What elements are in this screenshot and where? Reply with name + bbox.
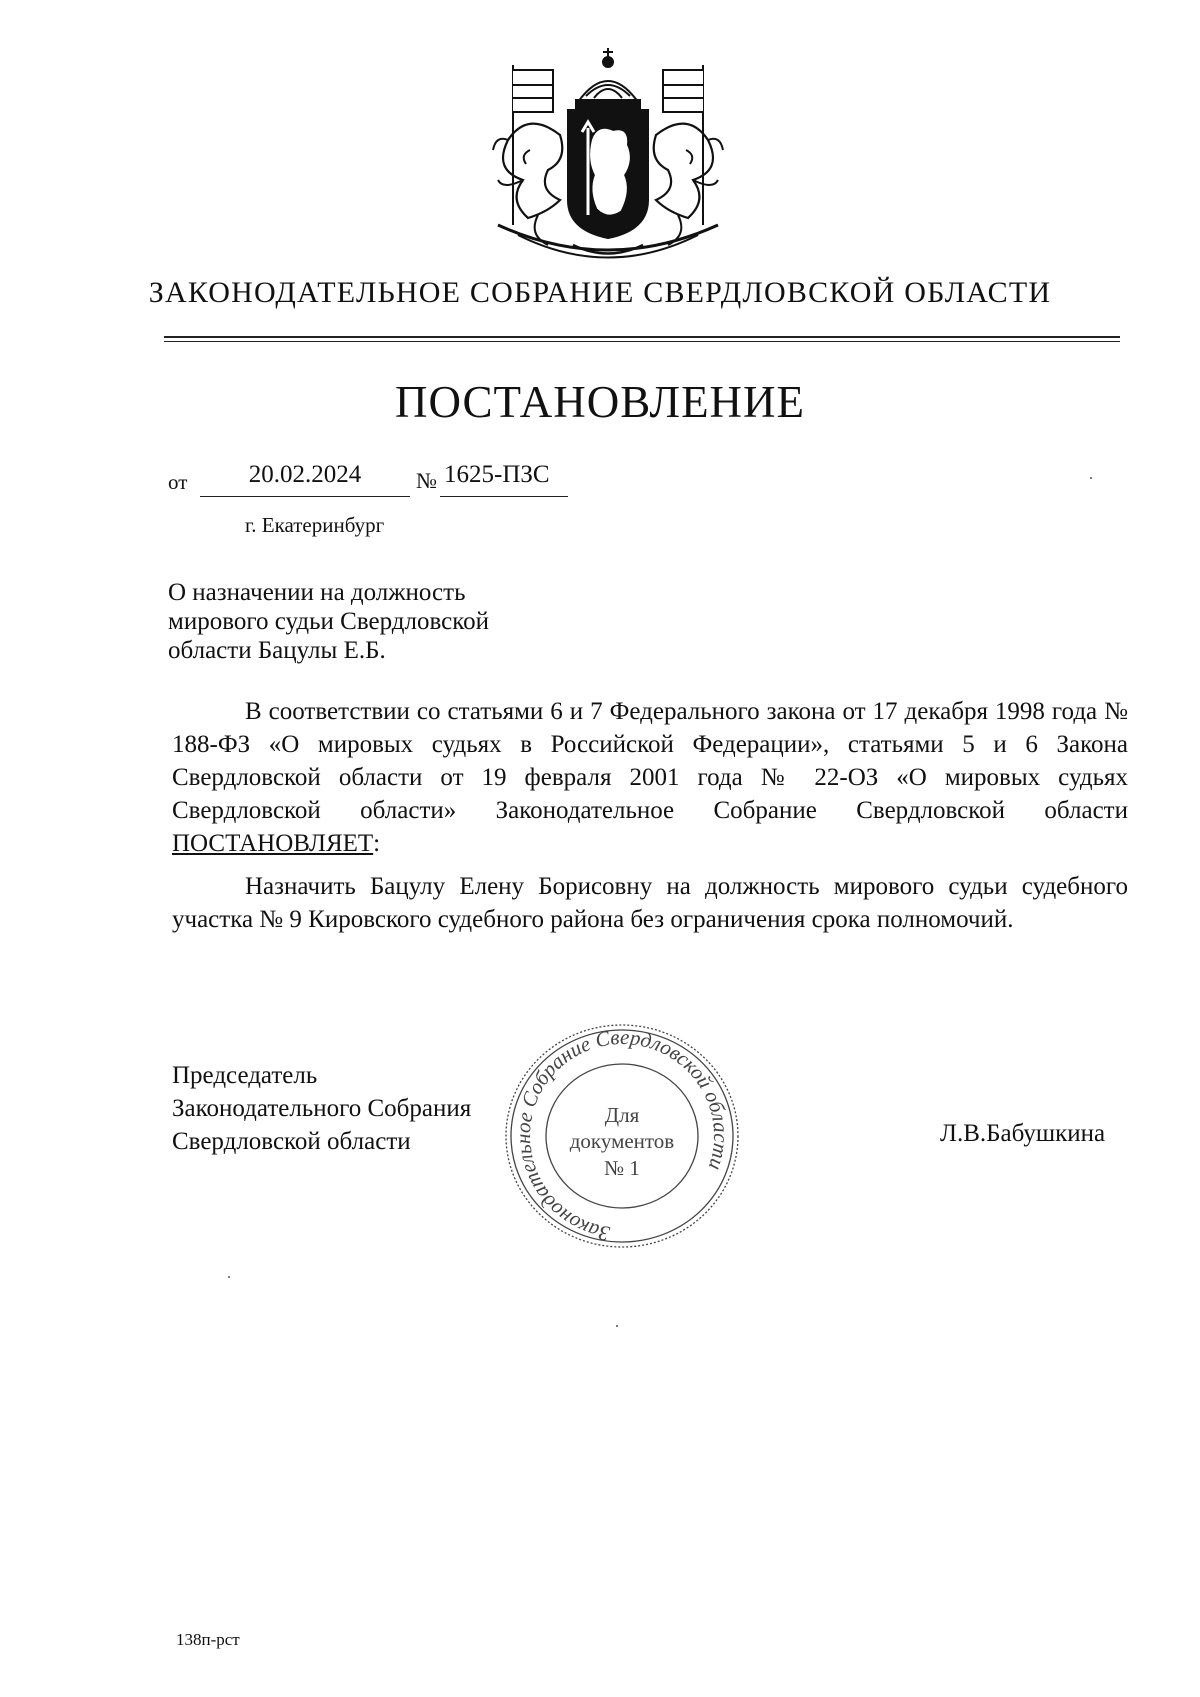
date-field xyxy=(200,460,410,497)
preamble-paragraph xyxy=(172,695,1128,860)
seal-center-line: Для xyxy=(604,1103,640,1127)
seal-center-line: документов xyxy=(569,1129,675,1153)
scan-speck xyxy=(228,1276,230,1278)
subject-line: О назначении на должность xyxy=(168,579,466,606)
griffin-left-icon xyxy=(503,124,562,218)
document-date: 20.02.2024 xyxy=(248,461,362,488)
scan-speck xyxy=(1090,477,1092,479)
preamble-text: В соответствии со статьями 6 и 7 Федерального закона от 17 декабря 1998 года № 188-ФЗ «О мировых судьях в Российской Федерации», статьями 5 и 6 Закона Свердловской области от 19 февраля 2001 года № 22-ОЗ «О мировых судьях Свердловской области» Законодательное Собрание Свердловской области xyxy=(172,698,1128,824)
resolves-keyword: ПОСТАНОВЛЯЕТ xyxy=(172,830,374,857)
resolution-paragraph: Назначить Бацулу Елену Борисовну на должность мирового судьи судебного участка № 9 Кировского судебного района без ограничения срока полномочий. xyxy=(172,873,1128,933)
date-label: от xyxy=(168,470,188,494)
signatory-title-line: Председатель xyxy=(172,1062,318,1089)
header-rule-thin xyxy=(164,341,1120,342)
number-field xyxy=(440,460,568,497)
organization-name: ЗАКОНОДАТЕЛЬНОЕ СОБРАНИЕ СВЕРДЛОВСКОЙ ОБЛАСТИ xyxy=(148,276,1052,309)
flag-left-icon xyxy=(513,70,553,112)
seal-ring-text: Законодательное Собрание Свердловской области xyxy=(510,1024,734,1247)
seal-center-line: № 1 xyxy=(604,1156,640,1180)
footer-document-code: 138п-рст xyxy=(176,1630,240,1649)
signatory-title-line: Свердловской области xyxy=(172,1128,411,1155)
scan-speck xyxy=(616,1325,618,1327)
signatory-name: Л.В.Бабушкина xyxy=(940,1120,1106,1147)
coat-of-arms-emblem xyxy=(468,40,748,285)
preamble-colon: : xyxy=(373,830,381,857)
griffin-right-icon xyxy=(654,124,713,218)
header-rule-thick xyxy=(164,336,1120,338)
subject-line: мирового судьи Свердловской xyxy=(168,608,489,635)
document-number: 1625-ПЗС xyxy=(444,461,550,488)
document-city: г. Екатеринбург xyxy=(245,513,385,537)
official-seal-stamp xyxy=(500,1020,745,1255)
flag-right-icon xyxy=(663,70,703,112)
document-type-title: ПОСТАНОВЛЕНИЕ xyxy=(394,377,806,427)
document-subject xyxy=(168,578,489,665)
number-label: № xyxy=(416,468,437,493)
signatory-title xyxy=(172,1059,471,1158)
subject-line: области Бацулы Е.Б. xyxy=(168,637,386,664)
signatory-title-line: Законодательного Собрания xyxy=(172,1095,472,1122)
